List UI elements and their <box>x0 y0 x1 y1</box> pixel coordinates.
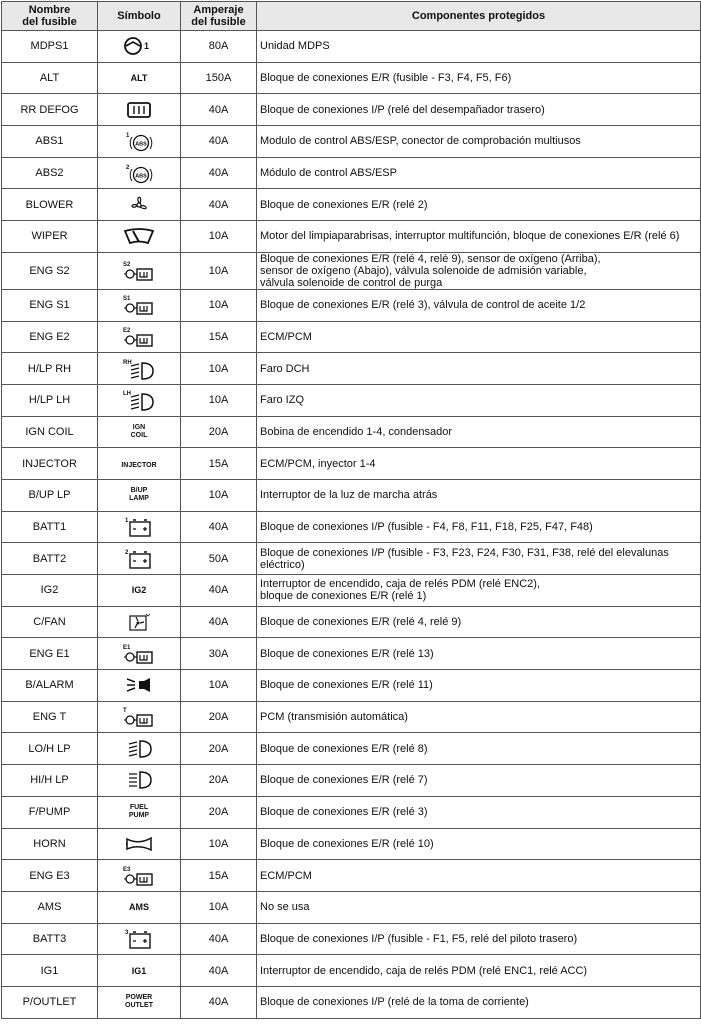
headlamp-icon <box>122 359 156 374</box>
fuse-amperage: 40A <box>181 923 257 955</box>
svg-text:3: 3 <box>125 929 129 936</box>
fuse-name: C/FAN <box>2 606 98 638</box>
fuse-components: Modulo de control ABS/ESP, conector de comprobación multiusos <box>257 126 701 158</box>
fuse-amperage: 20A <box>181 701 257 733</box>
fuse-components: Bloque de conexiones E/R (relé 2) <box>257 189 701 221</box>
symbol-label: POWER OUTLET <box>125 994 153 1010</box>
battery-icon <box>124 929 154 945</box>
fuse-symbol <box>98 252 181 289</box>
fuse-components: ECM/PCM, inyector 1-4 <box>257 448 701 480</box>
fuse-symbol <box>98 289 181 321</box>
fuse-name: IG2 <box>2 575 98 607</box>
fuse-name: ABS1 <box>2 126 98 158</box>
fuse-symbol <box>98 955 181 987</box>
fuse-components: Bobina de encendido 1-4, condensador <box>257 416 701 448</box>
table-row <box>2 955 701 987</box>
fuse-name: WIPER <box>2 221 98 253</box>
fuse-name: F/PUMP <box>2 796 98 828</box>
fuse-components: Bloque de conexiones E/R (relé 7) <box>257 765 701 797</box>
fuse-amperage: 10A <box>181 479 257 511</box>
fuse-name: BATT2 <box>2 543 98 575</box>
engine-icon <box>122 708 156 723</box>
header-symbol: Símbolo <box>98 2 181 31</box>
rear-defog-icon <box>125 104 153 116</box>
fuse-amperage: 40A <box>181 157 257 189</box>
svg-text:2: 2 <box>125 549 129 556</box>
fuse-amperage: 40A <box>181 511 257 543</box>
svg-text:E3: E3 <box>123 866 131 873</box>
table-row <box>2 353 701 385</box>
fuse-components: Módulo de control ABS/ESP <box>257 157 701 189</box>
svg-text:1: 1 <box>144 41 150 52</box>
fuse-amperage: 40A <box>181 126 257 158</box>
fuse-symbol <box>98 353 181 385</box>
fuse-symbol <box>98 606 181 638</box>
fuse-amperage: 40A <box>181 606 257 638</box>
fuse-components: Faro IZQ <box>257 384 701 416</box>
table-row <box>2 701 701 733</box>
fuse-symbol <box>98 321 181 353</box>
fuse-symbol <box>98 986 181 1018</box>
fuse-components: Bloque de conexiones I/P (relé de la toma de corriente) <box>257 986 701 1018</box>
fuse-amperage: 20A <box>181 796 257 828</box>
fuse-amperage: 10A <box>181 670 257 702</box>
fuse-symbol <box>98 126 181 158</box>
engine-icon <box>122 644 156 660</box>
fuse-name: HORN <box>2 828 98 860</box>
fuse-components: Bloque de conexiones E/R (relé 3) <box>257 796 701 828</box>
table-row <box>2 289 701 321</box>
fuse-components: PCM (transmisión automática) <box>257 701 701 733</box>
svg-text:E1: E1 <box>123 644 131 651</box>
alarm-horn-icon <box>124 679 154 691</box>
fuse-amperage: 10A <box>181 828 257 860</box>
battery-icon <box>124 517 154 533</box>
fuse-components: Bloque de conexiones I/P (relé del desempañador trasero) <box>257 94 701 126</box>
fuse-name: IG1 <box>2 955 98 987</box>
table-row <box>2 321 701 353</box>
symbol-label: ALT <box>130 73 148 84</box>
table-row <box>2 606 701 638</box>
fuse-components: Bloque de conexiones I/P (fusible - F3, F23, F24, F30, F31, F38, relé del elevalunas eléctrico) <box>257 543 701 575</box>
fuse-components: Bloque de conexiones E/R (fusible - F3, F4, F5, F6) <box>257 62 701 94</box>
steering-wheel-icon <box>122 40 156 52</box>
fuse-name: ALT <box>2 62 98 94</box>
fuse-amperage: 15A <box>181 321 257 353</box>
table-row <box>2 891 701 923</box>
table-row <box>2 126 701 158</box>
svg-text:S2: S2 <box>123 261 131 268</box>
engine-icon <box>122 296 156 311</box>
fuse-amperage: 80A <box>181 31 257 63</box>
svg-text:1: 1 <box>125 517 129 524</box>
fuse-symbol <box>98 31 181 63</box>
fuse-name: ENG E1 <box>2 638 98 670</box>
fuse-components: ECM/PCM <box>257 321 701 353</box>
table-row <box>2 31 701 63</box>
fuse-components: Bloque de conexiones I/P (fusible - F1, F5, relé del piloto trasero) <box>257 923 701 955</box>
fuse-symbol <box>98 448 181 480</box>
fuse-amperage: 40A <box>181 955 257 987</box>
symbol-label: AMS <box>129 902 149 913</box>
horn-icon <box>124 838 154 850</box>
svg-text:E2: E2 <box>123 327 131 334</box>
fuse-symbol <box>98 416 181 448</box>
svg-text:1: 1 <box>126 133 130 140</box>
fuse-name: P/OUTLET <box>2 986 98 1018</box>
table-row <box>2 670 701 702</box>
fuse-symbol <box>98 479 181 511</box>
table-row <box>2 765 701 797</box>
fuse-name: BATT3 <box>2 923 98 955</box>
fuse-amperage: 10A <box>181 221 257 253</box>
fuse-symbol <box>98 575 181 607</box>
table-row <box>2 479 701 511</box>
table-row <box>2 189 701 221</box>
wiper-icon <box>122 230 156 242</box>
table-row <box>2 157 701 189</box>
fuse-amperage: 20A <box>181 765 257 797</box>
fuse-amperage: 10A <box>181 252 257 289</box>
engine-icon <box>122 261 156 277</box>
symbol-label: B/UP LAMP <box>129 487 149 503</box>
fuse-name: BLOWER <box>2 189 98 221</box>
fuse-symbol <box>98 765 181 797</box>
fuse-name: ENG E3 <box>2 860 98 892</box>
header-components: Componentes protegidos <box>257 2 701 31</box>
fuse-table <box>1 1 701 1019</box>
fuse-amperage: 15A <box>181 448 257 480</box>
svg-text:T: T <box>123 708 127 715</box>
fuse-amperage: 10A <box>181 891 257 923</box>
fuse-name: LO/H LP <box>2 733 98 765</box>
svg-text:RH: RH <box>123 359 132 366</box>
fuse-name: BATT1 <box>2 511 98 543</box>
fuse-components: Faro DCH <box>257 353 701 385</box>
symbol-label: INJECTOR <box>121 461 157 469</box>
abs-icon <box>125 167 153 179</box>
fuse-components: Bloque de conexiones E/R (relé 4, relé 9) <box>257 606 701 638</box>
symbol-label: FUEL PUMP <box>128 804 150 820</box>
fuse-components: No se usa <box>257 891 701 923</box>
table-row <box>2 796 701 828</box>
table-row <box>2 923 701 955</box>
table-row <box>2 252 701 289</box>
svg-text:ABS: ABS <box>135 173 147 180</box>
fuse-amperage: 40A <box>181 189 257 221</box>
table-row <box>2 733 701 765</box>
table-header-row <box>2 2 701 31</box>
table-row <box>2 448 701 480</box>
fuse-amperage: 15A <box>181 860 257 892</box>
fuse-amperage: 10A <box>181 289 257 321</box>
fuse-amperage: 40A <box>181 575 257 607</box>
symbol-label: IGN COIL <box>130 423 148 439</box>
fuse-name: ENG T <box>2 701 98 733</box>
fuse-symbol <box>98 189 181 221</box>
fuse-symbol <box>98 221 181 253</box>
fuse-name: IGN COIL <box>2 416 98 448</box>
table-row <box>2 62 701 94</box>
fuse-name: ENG S1 <box>2 289 98 321</box>
fuse-amperage: 40A <box>181 94 257 126</box>
header-amperage: Amperaje del fusible <box>181 2 257 31</box>
fuse-components: Unidad MDPS <box>257 31 701 63</box>
cooling-fan-icon <box>126 616 152 628</box>
symbol-label: IG1 <box>131 965 147 976</box>
svg-text:LH: LH <box>123 391 131 398</box>
fuse-symbol <box>98 94 181 126</box>
fuse-symbol <box>98 384 181 416</box>
fuse-symbol <box>98 733 181 765</box>
fuse-components: Bloque de conexiones I/P (fusible - F4, F8, F11, F18, F25, F47, F48) <box>257 511 701 543</box>
fuse-amperage: 50A <box>181 543 257 575</box>
battery-icon <box>124 549 154 565</box>
fuse-components: Bloque de conexiones E/R (relé 4, relé 9), sensor de oxígeno (Arriba), sensor de oxígeno (Abajo), válvula solenoide de admisión variable, válvula solenoide de control de purga <box>257 252 701 289</box>
fuse-symbol <box>98 701 181 733</box>
fuse-symbol <box>98 511 181 543</box>
fuse-name: B/ALARM <box>2 670 98 702</box>
fuse-name: HI/H LP <box>2 765 98 797</box>
fuse-symbol <box>98 828 181 860</box>
fuse-amperage: 10A <box>181 384 257 416</box>
fuse-amperage: 40A <box>181 986 257 1018</box>
table-row <box>2 511 701 543</box>
abs-icon <box>125 135 153 147</box>
table-row <box>2 575 701 607</box>
fuse-amperage: 30A <box>181 638 257 670</box>
svg-text:2: 2 <box>126 165 130 172</box>
high-beam-icon <box>124 774 154 786</box>
fuse-name: RR DEFOG <box>2 94 98 126</box>
engine-icon <box>122 866 156 881</box>
fuse-amperage: 20A <box>181 733 257 765</box>
fuse-symbol <box>98 157 181 189</box>
fan-icon <box>127 199 151 211</box>
fuse-name: AMS <box>2 891 98 923</box>
fuse-amperage: 10A <box>181 353 257 385</box>
table-row <box>2 384 701 416</box>
fuse-components: Bloque de conexiones E/R (relé 8) <box>257 733 701 765</box>
fuse-symbol <box>98 891 181 923</box>
fuse-table-body <box>2 31 701 1019</box>
table-row <box>2 543 701 575</box>
fuse-components: Interruptor de encendido, caja de relés PDM (relé ENC1, relé ACC) <box>257 955 701 987</box>
table-row <box>2 986 701 1018</box>
fuse-components: Bloque de conexiones E/R (relé 3), válvula de control de aceite 1/2 <box>257 289 701 321</box>
symbol-label: IG2 <box>131 585 147 596</box>
fuse-amperage: 20A <box>181 416 257 448</box>
fuse-name: ABS2 <box>2 157 98 189</box>
low-beam-icon <box>124 743 154 755</box>
fuse-symbol <box>98 670 181 702</box>
fuse-name: H/LP RH <box>2 353 98 385</box>
fuse-components: ECM/PCM <box>257 860 701 892</box>
table-row <box>2 221 701 253</box>
engine-icon <box>122 327 156 343</box>
fuse-name: INJECTOR <box>2 448 98 480</box>
table-row <box>2 94 701 126</box>
fuse-name: B/UP LP <box>2 479 98 511</box>
fuse-symbol <box>98 62 181 94</box>
fuse-name: MDPS1 <box>2 31 98 63</box>
table-row <box>2 860 701 892</box>
fuse-name: ENG E2 <box>2 321 98 353</box>
fuse-components: Bloque de conexiones E/R (relé 10) <box>257 828 701 860</box>
fuse-name: ENG S2 <box>2 252 98 289</box>
fuse-symbol <box>98 860 181 892</box>
fuse-components: Bloque de conexiones E/R (relé 11) <box>257 670 701 702</box>
fuse-name: H/LP LH <box>2 384 98 416</box>
fuse-symbol <box>98 796 181 828</box>
table-row <box>2 416 701 448</box>
svg-text:ABS: ABS <box>135 141 147 148</box>
fuse-amperage: 150A <box>181 62 257 94</box>
fuse-components: Interruptor de la luz de marcha atrás <box>257 479 701 511</box>
header-name: Nombre del fusible <box>2 2 98 31</box>
fuse-components: Bloque de conexiones E/R (relé 13) <box>257 638 701 670</box>
svg-text:S1: S1 <box>123 296 131 303</box>
fuse-symbol <box>98 923 181 955</box>
table-row <box>2 828 701 860</box>
fuse-symbol <box>98 543 181 575</box>
fuse-components: Motor del limpiaparabrisas, interruptor multifunción, bloque de conexiones E/R (relé 6) <box>257 221 701 253</box>
fuse-symbol <box>98 638 181 670</box>
table-row <box>2 638 701 670</box>
headlamp-icon <box>122 391 156 406</box>
fuse-components: Interruptor de encendido, caja de relés PDM (relé ENC2), bloque de conexiones E/R (relé 1) <box>257 575 701 607</box>
